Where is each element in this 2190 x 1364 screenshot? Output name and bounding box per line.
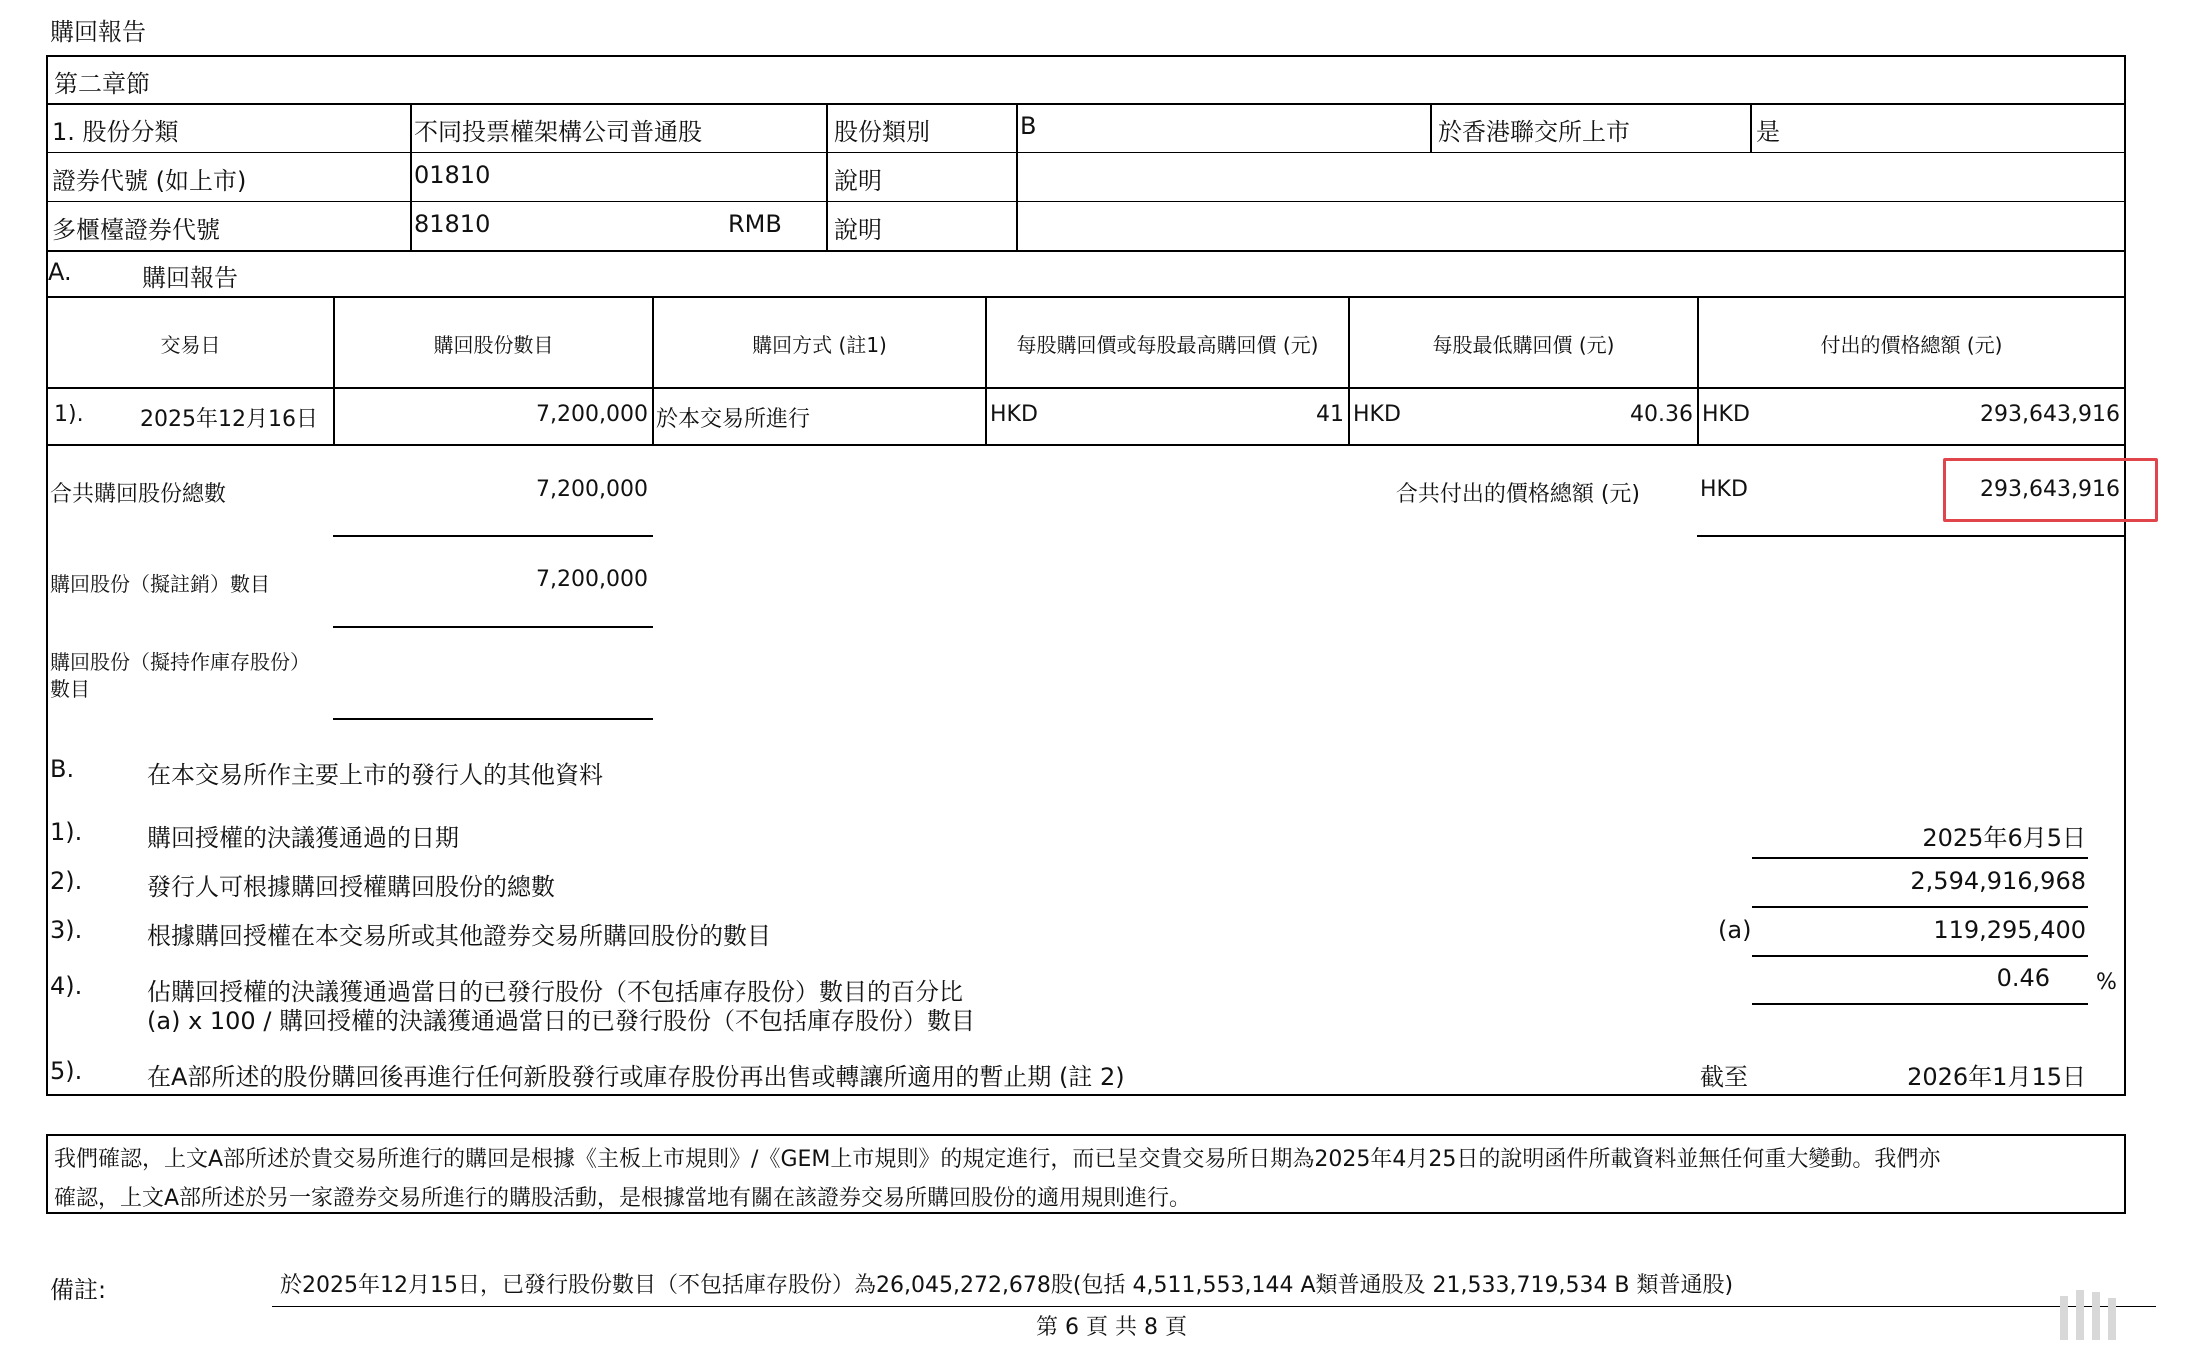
share-type-label: 股份類別 bbox=[834, 118, 930, 146]
row-trade-date: 2025年12月16日 bbox=[140, 407, 318, 432]
multi-counter-currency: RMB bbox=[728, 210, 782, 238]
section-b-letter: B. bbox=[50, 755, 75, 783]
hkex-listed-value: 是 bbox=[1756, 118, 1780, 146]
b-item3-prefix: (a) bbox=[1718, 916, 1752, 944]
b-item5-value: 2026年1月15日 bbox=[1907, 1063, 2086, 1091]
col-header-method: 購回方式 (註1) bbox=[752, 333, 887, 357]
row-low-currency: HKD bbox=[1353, 402, 1401, 427]
col-header-low-price: 每股最低購回價 (元) bbox=[1432, 333, 1615, 357]
row-total-currency: HKD bbox=[1702, 402, 1750, 427]
b-item1-value: 2025年6月5日 bbox=[1922, 824, 2086, 852]
col-header-trade-date: 交易日 bbox=[160, 333, 221, 357]
b-item4-value: 0.46 bbox=[1996, 964, 2050, 992]
share-class-value: 不同投票權架構公司普通股 bbox=[414, 118, 702, 146]
col-header-total: 付出的價格總額 (元) bbox=[1820, 333, 2003, 357]
part2-title: 第二章節 bbox=[54, 70, 150, 98]
multi-counter-label: 多櫃檯證券代號 bbox=[52, 216, 220, 244]
treasury-shares-label-1: 購回股份（擬持作庫存股份） bbox=[50, 650, 310, 674]
total-shares-value: 7,200,000 bbox=[536, 477, 648, 502]
row-total: 293,643,916 bbox=[1980, 402, 2120, 427]
section-a-title: 購回報告 bbox=[142, 264, 238, 292]
remarks-text: 於2025年12月15日，已發行股份數目（不包括庫存股份）為26,045,272,678股(包括 4,511,553,144 A類普通股及 21,533,719,534 B 類普通股) bbox=[280, 1273, 1734, 1298]
row-index: 1). bbox=[54, 402, 84, 427]
total-shares-label: 合共購回股份總數 bbox=[50, 482, 227, 507]
page-title: 購回報告 bbox=[50, 18, 146, 46]
share-class-label: 1. 股份分類 bbox=[52, 118, 179, 146]
row-high-price: 41 bbox=[1316, 402, 1344, 427]
multi-counter-value: 81810 bbox=[414, 210, 491, 238]
b-item5-text: 在A部所述的股份購回後再進行任何新股發行或庫存股份再出售或轉讓所適用的暫止期 (註 2) bbox=[147, 1063, 1125, 1091]
b-item2-text: 發行人可根據購回授權購回股份的總數 bbox=[147, 873, 555, 901]
b-item3-text: 根據購回授權在本交易所或其他證券交易所購回股份的數目 bbox=[147, 922, 771, 950]
b-item5-index: 5). bbox=[50, 1057, 83, 1085]
b-item2-value: 2,594,916,968 bbox=[1910, 867, 2086, 895]
b-item4-index: 4). bbox=[50, 972, 83, 1000]
col-header-shares: 購回股份數目 bbox=[433, 333, 554, 357]
b-item4-text: 佔購回授權的決議獲通過當日的已發行股份（不包括庫存股份）數目的百分比 bbox=[147, 978, 963, 1006]
b-item3-value: 119,295,400 bbox=[1933, 916, 2086, 944]
section-b-title: 在本交易所作主要上市的發行人的其他資料 bbox=[147, 761, 603, 789]
b-item5-prefix: 截至 bbox=[1700, 1063, 1748, 1091]
total-paid-currency: HKD bbox=[1700, 477, 1748, 502]
highlight-box bbox=[1943, 458, 2158, 522]
b-item2-index: 2). bbox=[50, 867, 83, 895]
stock-code-value: 01810 bbox=[414, 161, 491, 189]
total-paid-label: 合共付出的價格總額 (元) bbox=[1395, 482, 1640, 507]
b-item1-text: 購回授權的決議獲通過的日期 bbox=[147, 824, 459, 852]
confirmation-line2: 確認，上文A部所述於另一家證券交易所進行的購股活動，是根據當地有關在該證券交易所購回股份的適用規則進行。 bbox=[54, 1186, 1192, 1211]
row-low-price: 40.36 bbox=[1630, 402, 1693, 427]
cancel-shares-label: 購回股份（擬註銷）數目 bbox=[50, 572, 270, 596]
b-item3-index: 3). bbox=[50, 916, 83, 944]
total-paid-value: 293,643,916 bbox=[1980, 477, 2120, 502]
page-number: 第 6 頁 共 8 頁 bbox=[1036, 1315, 1187, 1340]
b-item1-index: 1). bbox=[50, 818, 83, 846]
stock-code-desc-label: 說明 bbox=[834, 167, 882, 195]
b-item4-text2: (a) x 100 / 購回授權的決議獲通過當日的已發行股份（不包括庫存股份）數目 bbox=[147, 1007, 976, 1035]
remarks-label: 備註: bbox=[50, 1276, 107, 1304]
treasury-shares-label-2: 數目 bbox=[50, 677, 90, 701]
hkex-listed-label: 於香港聯交所上市 bbox=[1438, 118, 1630, 146]
share-type-value: B bbox=[1020, 112, 1037, 140]
b-item4-suffix: % bbox=[2096, 970, 2117, 995]
col-header-high-price: 每股購回價或每股最高購回價 (元) bbox=[1016, 333, 1319, 357]
row-high-currency: HKD bbox=[990, 402, 1038, 427]
stock-code-label: 證券代號 (如上市) bbox=[52, 167, 247, 195]
cancel-shares-value: 7,200,000 bbox=[536, 567, 648, 592]
row-method: 於本交易所進行 bbox=[656, 407, 811, 432]
confirmation-line1: 我們確認，上文A部所述於貴交易所進行的購回是根據《主板上市規則》/《GEM上市規則》的規定進行，而已呈交貴交易所日期為2025年4月25日的說明函件所載資料並無任何重大變動。我們亦 bbox=[54, 1147, 1941, 1172]
multi-counter-desc-label: 說明 bbox=[834, 216, 882, 244]
row-shares: 7,200,000 bbox=[536, 402, 648, 427]
section-a-letter: A. bbox=[48, 258, 72, 286]
